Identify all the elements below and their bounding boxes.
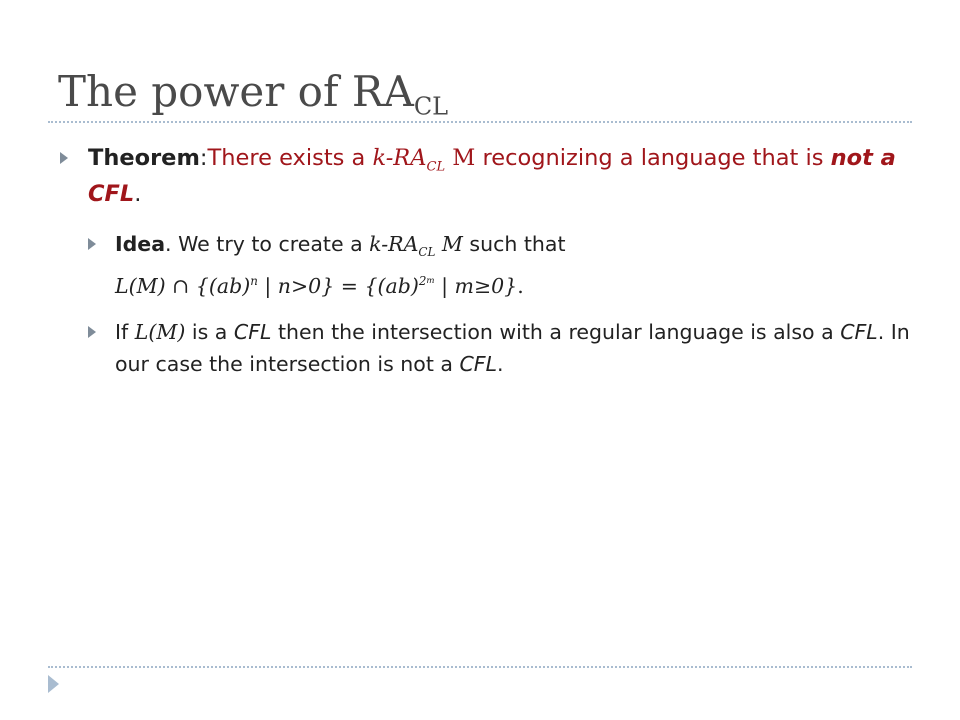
- cfl-text1: If: [115, 320, 135, 344]
- theorem-text-mid: recognizing a language that is: [482, 145, 831, 171]
- theorem-kra-subscript: CL: [426, 159, 446, 175]
- theorem-not-cfl: not a CFL: [88, 145, 896, 207]
- footer-arrow-icon: [48, 675, 59, 693]
- idea-kra: k-RA: [369, 232, 419, 256]
- bullet-arrow-icon: [88, 326, 96, 338]
- title-main: The power of RA: [58, 67, 414, 116]
- slide-title: [58, 66, 449, 121]
- bullet-arrow-icon: [88, 238, 96, 250]
- cfl-text3: then the intersection with a regular language is also a: [271, 320, 841, 344]
- cfl-term-2: CFL: [840, 320, 878, 344]
- theorem-colon: :: [199, 145, 208, 171]
- cfl-term-3: CFL: [459, 352, 497, 376]
- cfl-text5: .: [497, 352, 504, 376]
- cfl-term-1: CFL: [233, 320, 272, 344]
- cfl-bullet: [115, 316, 915, 380]
- bottom-divider: [48, 666, 912, 668]
- idea-text-after: such that: [462, 232, 566, 256]
- formula-exponent-m: m: [426, 276, 435, 287]
- cfl-text2: is a: [185, 320, 234, 344]
- formula-exponent-n: n: [250, 274, 258, 289]
- formula-exponent-2: 2: [418, 274, 427, 289]
- formula-period: .: [517, 274, 524, 298]
- formula-part3: | m≥0}: [434, 274, 518, 298]
- idea-label: Idea: [115, 232, 166, 256]
- formula-part1: L(M) ∩ {(ab): [115, 274, 251, 298]
- idea-text-before: . We try to create a: [165, 232, 370, 256]
- idea-kra-subscript: CL: [418, 245, 436, 260]
- cfl-lm: L(M): [134, 320, 186, 344]
- idea-bullet: [115, 228, 915, 260]
- bullet-arrow-icon: [60, 152, 68, 164]
- top-divider: [48, 121, 912, 123]
- theorem-text-before: There exists a: [207, 145, 373, 171]
- theorem-period: .: [134, 181, 142, 207]
- formula-part2: | n>0} = {(ab): [257, 274, 419, 298]
- theorem-bullet: [88, 140, 908, 212]
- title-subscript: CL: [413, 92, 449, 121]
- cfl-text4: . In our case the intersection is not a: [115, 320, 910, 376]
- theorem-label: Theorem: [88, 145, 200, 171]
- theorem-m: M: [445, 145, 483, 171]
- formula-line: [115, 270, 915, 302]
- theorem-kra: k-RA: [372, 145, 427, 171]
- idea-m: M: [435, 232, 463, 256]
